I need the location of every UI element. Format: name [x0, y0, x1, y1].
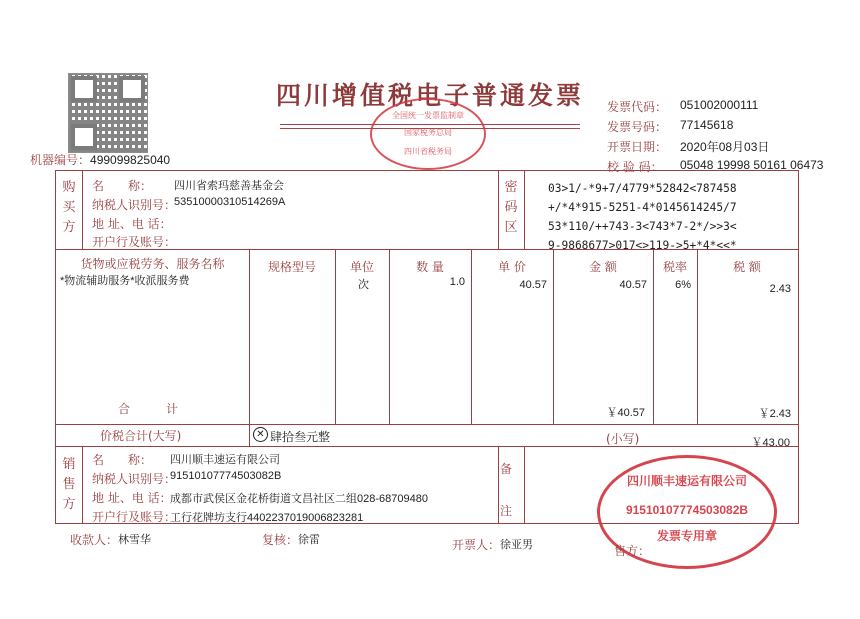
col-divider: [653, 249, 654, 424]
grand-total-lower: ￥43.00: [751, 437, 790, 449]
buyer-bank-label: 开户行及账号：: [92, 235, 177, 249]
invoice-title: 四川增值税电子普通发票: [275, 81, 584, 110]
header-rate: 税率: [662, 260, 687, 274]
seal-line-1: 全国统一发票监制章: [392, 111, 464, 120]
machine-number-label: 机器编号：: [30, 153, 91, 167]
password-line: 03>1/-*9+7/4779*52842<787458: [548, 182, 737, 195]
seller-name: 四川顺丰速运有限公司: [170, 454, 280, 466]
col-divider: [82, 171, 83, 249]
tax-bureau-seal: [370, 98, 486, 170]
buyer-name-label: 名 称：: [92, 179, 153, 193]
machine-number-value: 499099825040: [90, 153, 171, 167]
grand-total-lower-label: (小写): [606, 432, 640, 446]
password-char: 码: [504, 200, 518, 215]
seller-address-label: 地 址、电 话：: [92, 491, 172, 505]
col-divider: [471, 249, 472, 424]
machine-number: [30, 151, 170, 168]
stamp-company: 四川顺丰速运有限公司: [626, 474, 747, 488]
seller-tax-id: 91510107774503082B: [170, 470, 282, 482]
buyer-char: 买: [62, 200, 76, 215]
item-unit: 次: [358, 279, 369, 291]
row-divider: [56, 446, 798, 447]
reviewer-label: 复核：: [262, 533, 299, 547]
buyer-char: 方: [62, 220, 76, 235]
invoice-number: 77145618: [680, 118, 734, 132]
drawer: 徐亚男: [500, 539, 533, 551]
item-qty: 1.0: [449, 276, 465, 288]
remarks-char: 备: [500, 462, 513, 476]
buyer-address-label: 地 址、电 话：: [92, 217, 172, 231]
seller-char: 售: [62, 477, 76, 492]
buyer-tax-id: 53510000310514269A: [174, 196, 286, 208]
col-divider: [82, 446, 83, 523]
seller-tax-label: 纳税人识别号：: [92, 472, 177, 486]
password-line: 53*110/++743-3<743*7-2*/>>3<: [548, 220, 737, 233]
seal-line-3: 四川省税务局: [404, 147, 452, 156]
col-divider: [498, 446, 499, 523]
col-divider: [249, 424, 250, 446]
grand-total-upper: 肆拾叁元整: [270, 430, 331, 444]
password-line: 9-9868677>017<>119->5+*4*<<*: [548, 239, 737, 252]
password-char: 区: [504, 220, 518, 235]
stamp-text: 发票专用章: [656, 529, 717, 543]
drawer-label: 开票人：: [452, 538, 501, 552]
header-unit: 单位: [349, 260, 374, 274]
col-divider: [498, 171, 499, 249]
header-price: 单 价: [498, 260, 526, 274]
col-divider: [249, 249, 250, 424]
header-spec: 规格型号: [267, 260, 316, 274]
header-tax: 税 额: [733, 260, 761, 274]
header-item-name: 货物或应税劳务、服务名称: [80, 257, 225, 271]
invoice-code-label: 发票代码：: [607, 100, 668, 114]
item-price: 40.57: [519, 279, 547, 291]
invoice-code: 051002000111: [680, 98, 759, 112]
seller-bank: 工行花牌坊支行4402237019006823281: [170, 512, 364, 524]
qr-code: [68, 73, 148, 153]
col-divider: [553, 249, 554, 424]
buyer-section-label: [62, 178, 76, 238]
password-line: +/*4*915-5251-4*0145614245/7: [548, 201, 737, 214]
seller-stamp-label: 售方：: [614, 544, 651, 558]
invoice-date-label: 开票日期：: [607, 140, 668, 154]
seller-bank-label: 开户行及账号：: [92, 510, 177, 524]
reviewer: 徐雷: [298, 534, 320, 546]
invoice-date: 2020年08月03日: [680, 140, 770, 154]
payee-label: 收款人：: [70, 533, 119, 547]
grand-total-label: 价税合计(大写): [100, 429, 182, 443]
seal-line-2: 国家税务总局: [404, 128, 452, 137]
check-code: 05048 19998 50161 06473: [680, 158, 824, 172]
seller-section-label: [62, 455, 76, 515]
col-divider: [524, 446, 525, 523]
buyer-char: 购: [62, 180, 76, 195]
buyer-name: 四川省索玛慈善基金会: [174, 180, 284, 192]
header-qty: 数 量: [416, 260, 444, 274]
total-tax: ￥2.43: [758, 408, 791, 420]
row-divider: [56, 424, 798, 425]
check-code-label: 校 验 码：: [607, 160, 663, 174]
col-divider: [524, 171, 525, 249]
payee: 林雪华: [118, 534, 151, 546]
item-name: *物流辅助服务*收派服务费: [60, 275, 190, 287]
password-char: 密: [504, 180, 518, 195]
item-tax: 2.43: [769, 283, 791, 295]
seller-char: 销: [62, 457, 76, 472]
item-rate: 6%: [675, 279, 691, 291]
col-divider: [335, 249, 336, 424]
col-divider: [697, 249, 698, 424]
remarks-char: 注: [500, 504, 513, 518]
invoice-number-label: 发票号码：: [607, 120, 668, 134]
seller-address: 成都市武侯区金花桥街道文昌社区二组028-68709480: [170, 493, 428, 505]
stamp-tax-id: 91510107774503082B: [625, 503, 749, 517]
password-section-label: [504, 178, 518, 238]
cross-circle-icon: ✕: [253, 427, 268, 442]
total-label: 合 计: [118, 402, 179, 416]
header-amount: 金 额: [589, 260, 617, 274]
total-amount: ￥40.57: [606, 407, 645, 419]
seller-char: 方: [62, 497, 76, 512]
seller-name-label: 名 称：: [92, 453, 153, 467]
buyer-tax-label: 纳税人识别号：: [92, 198, 177, 212]
item-amount: 40.57: [619, 279, 647, 291]
